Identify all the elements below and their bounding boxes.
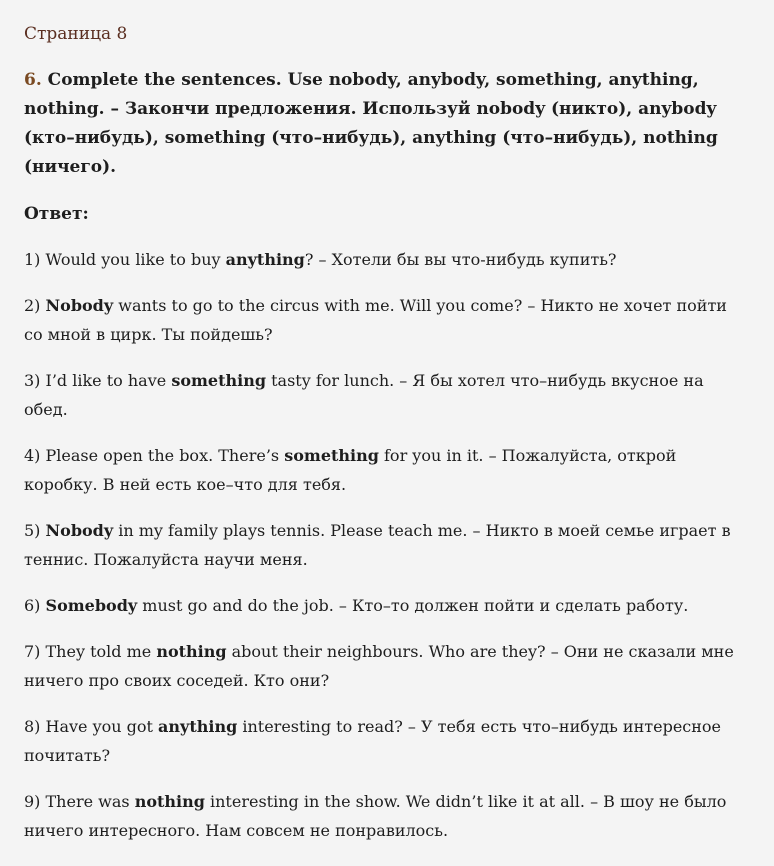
answer-item-2 <box>24 291 750 349</box>
page-label: Страница 8 <box>24 24 128 44</box>
answer-item-word: anything <box>225 250 305 269</box>
answer-item-3 <box>24 366 750 424</box>
answer-item-word: nothing <box>156 642 227 661</box>
answer-item-suffix: about their neighbours. Who are they? – Они не сказали мне ничего про своих соседей. Кто они? <box>24 642 734 690</box>
answer-item-suffix: ? – Хотели бы вы что-нибудь купить? <box>304 250 617 269</box>
answer-item-prefix: 6) <box>24 596 46 615</box>
answer-item-word: anything <box>158 717 238 736</box>
answer-item-suffix: in my family plays tennis. Please teach me. – Никто в моей семье играет в теннис. Пожалуйста научи меня. <box>24 521 731 569</box>
answer-item-word: nothing <box>134 792 205 811</box>
answer-item-prefix: 1) Would you like to buy <box>24 250 226 269</box>
answer-item-prefix: 8) Have you got <box>24 717 159 736</box>
answer-item-7 <box>24 637 750 695</box>
answer-item-8 <box>24 712 750 770</box>
answer-item-6 <box>24 591 750 620</box>
answer-item-suffix: interesting in the show. We didn’t like it at all. – В шоу не было ничего интересного. Нам совсем не понравилось. <box>24 792 727 840</box>
answer-item-4 <box>24 441 750 499</box>
answer-item-5 <box>24 516 750 574</box>
answer-item-prefix: 4) Please open the box. There’s <box>24 446 285 465</box>
answer-item-suffix: must go and do the job. – Кто–то должен пойти и сделать работу. <box>137 596 689 615</box>
task-number: 6. <box>24 70 42 90</box>
answer-item-word: Somebody <box>45 596 138 615</box>
answer-item-word: something <box>284 446 379 465</box>
answer-item-prefix: 5) <box>24 521 46 540</box>
answer-item-suffix: for you in it. – Пожалуйста, открой коробку. В ней есть кое–что для тебя. <box>24 446 677 494</box>
answer-item-suffix: wants to go to the circus with me. Will you come? – Никто не хочет пойти со мной в цирк. Ты пойдешь? <box>24 296 727 344</box>
answer-item-prefix: 9) There was <box>24 792 135 811</box>
answer-item-word: Nobody <box>45 521 114 540</box>
answer-item-suffix: tasty for lunch. – Я бы хотел что–нибудь вкусное на обед. <box>24 371 704 419</box>
answer-item-prefix: 3) I’d like to have <box>24 371 172 390</box>
answer-item-word: something <box>171 371 267 390</box>
task-text: Complete the sentences. Use nobody, anybody, something, anything, nothing. – Закончи предложения. Используй nobody (никто), anybody (кто–нибудь), something (что–нибудь), anything (что–нибудь), nothing (ничего). <box>24 70 718 177</box>
answer-item-9 <box>24 787 750 845</box>
answer-item-word: Nobody <box>45 296 114 315</box>
answer-item-suffix: interesting to read? – У тебя есть что–нибудь интересное почитать? <box>24 717 722 765</box>
answer-item-1 <box>24 245 750 274</box>
task-instruction <box>24 66 750 182</box>
answer-item-prefix: 7) They told me <box>24 642 157 661</box>
answer-item-prefix: 2) <box>24 296 46 315</box>
answer-label: Ответ: <box>24 204 89 224</box>
